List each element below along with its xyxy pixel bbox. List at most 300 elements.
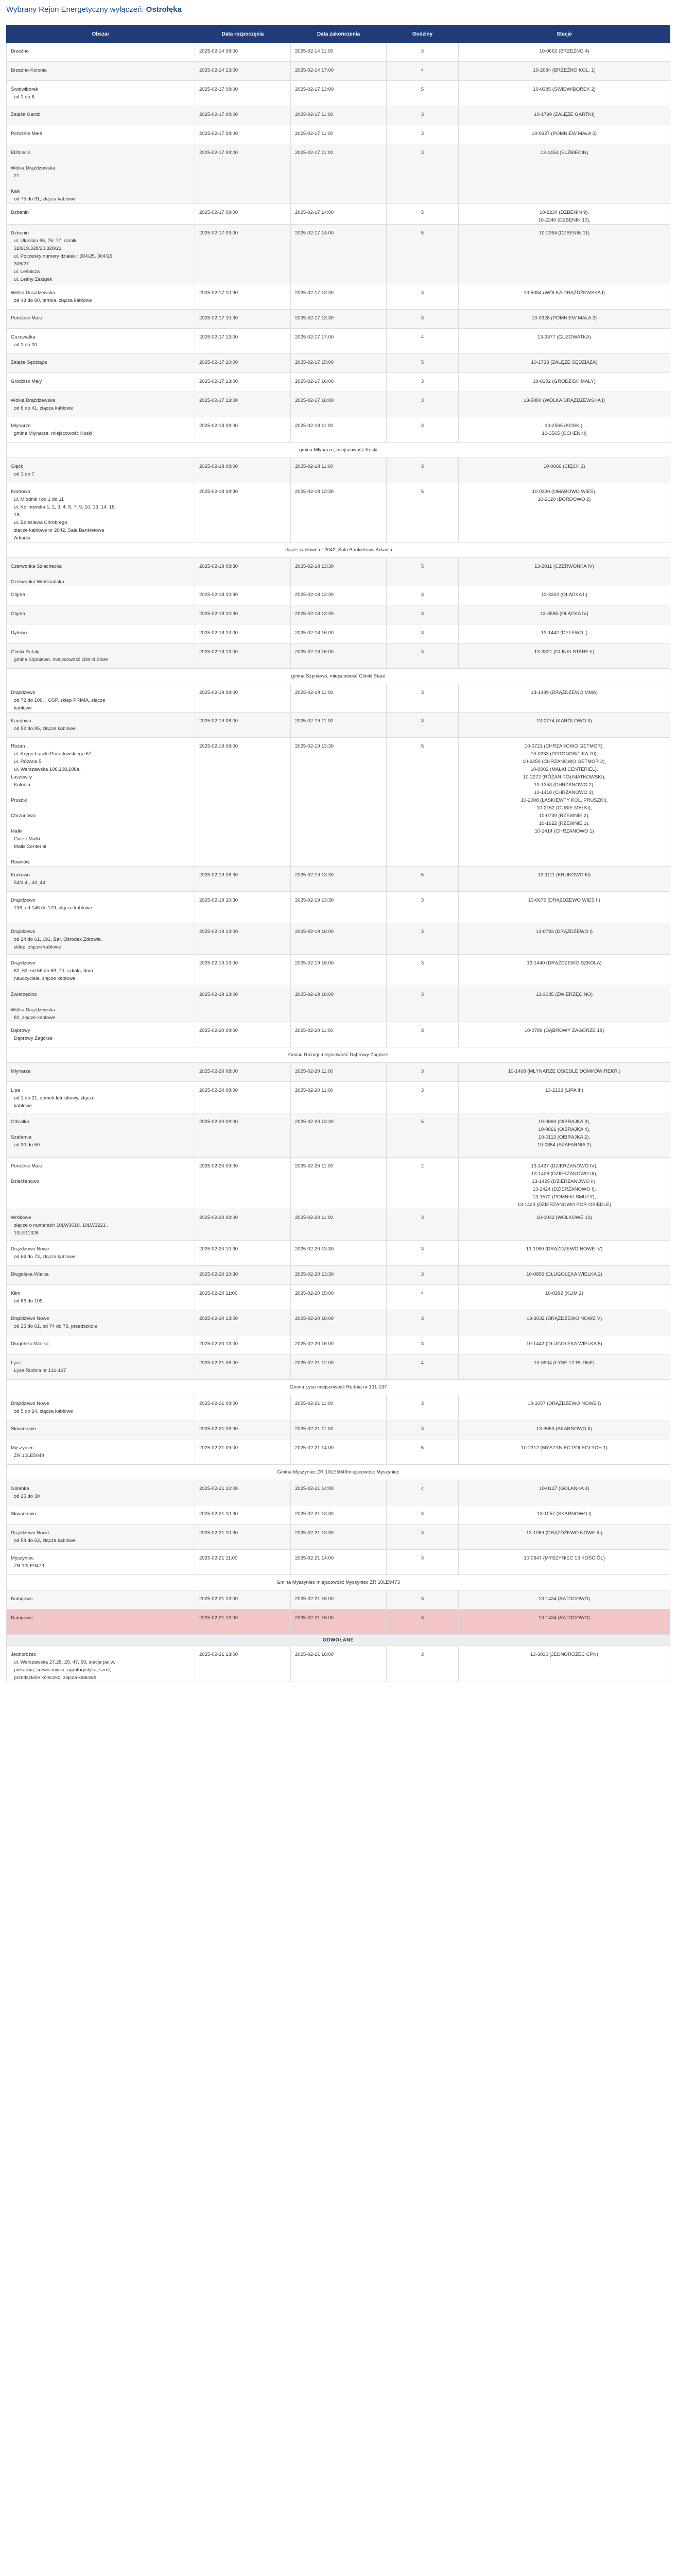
cell-end-date: 2025-02-19 16:00 (291, 923, 387, 955)
area-line: Guzowatka (11, 334, 36, 340)
cell-area (7, 417, 195, 443)
cell-hours: 3 (387, 125, 459, 144)
area-line: od 6 do 41, złącza kablowe (14, 405, 73, 411)
cell-stations (459, 684, 670, 713)
cell-start-date: 2025-02-19 08:00 (195, 684, 291, 713)
table-row (7, 558, 670, 586)
area-line: Chrzanowo (11, 813, 36, 819)
cell-hours: 3 (387, 643, 459, 669)
area-line: Kolonia (14, 782, 30, 788)
area-line (11, 1170, 190, 1178)
area-line: Myszyniec (11, 1445, 34, 1451)
cell-hours: 3 (387, 310, 459, 329)
station-line: 10-2312 (MYSZYNIEC POLEGŁYCH 1) (521, 1445, 607, 1451)
cell-hours: 5 (387, 204, 459, 225)
cell-end-date: 2025-02-19 16:00 (291, 986, 387, 1022)
area-line: Drążdżewo Nowe (11, 1316, 49, 1321)
area-line: od 64 do 73, złącza kablowe (14, 1254, 76, 1260)
cell-hours: 3 (387, 986, 459, 1022)
cell-stations (459, 643, 670, 669)
region-name: Ostrołęka (146, 5, 182, 14)
station-line: 10-2120 (BORDOWO 2) (537, 497, 591, 502)
cell-area (7, 310, 195, 329)
header-start-date[interactable]: Data rozpoczęcia (195, 26, 291, 43)
cell-stations (459, 1266, 670, 1285)
table-row (7, 458, 670, 483)
cell-end-date: 2025-02-19 11:00 (291, 684, 387, 713)
header-hours[interactable]: Godziny (387, 26, 459, 43)
area-line: Golańka (11, 1486, 29, 1492)
table-row (7, 1505, 670, 1524)
cell-start-date: 2025-02-14 13:00 (195, 62, 291, 81)
cell-stations (459, 125, 670, 144)
cell-end-date: 2025-02-14 17:00 (291, 62, 387, 81)
cell-end-date: 2025-02-18 11:00 (291, 417, 387, 443)
cell-stations (459, 558, 670, 586)
cell-end-date: 2025-02-21 14:00 (291, 1480, 387, 1505)
table-row (7, 1420, 670, 1439)
cell-end-date: 2025-02-20 15:00 (291, 1285, 387, 1310)
cell-stations (459, 738, 670, 867)
area-line: 136, od 146 do 179, złącze kablowe (14, 905, 92, 911)
cell-start-date: 2025-02-17 08:00 (195, 144, 291, 204)
cell-stations (459, 1646, 670, 1682)
cell-start-date: 2025-02-19 13:00 (195, 923, 291, 955)
area-line: od 72 do 106, , OSP, sklep PRIMA, złącze (14, 698, 106, 703)
cell-start-date: 2025-02-20 13:00 (195, 1310, 291, 1335)
area-line: Gliniki Rafały (11, 649, 40, 655)
cell-stations (459, 1609, 670, 1635)
cell-area (7, 624, 195, 643)
area-line: nauczyciela, złącze kablowe (14, 976, 76, 981)
cell-hours: 5 (387, 1113, 459, 1158)
area-line: Wólka Drążdżewska (11, 1007, 56, 1013)
cell-stations (459, 354, 670, 373)
area-line (11, 998, 190, 1006)
station-line: 13-1059 (DRĄŻDŻEWO NOWE III) (526, 1530, 602, 1536)
cell-end-date: 2025-02-21 14:00 (291, 1439, 387, 1465)
cell-stations (459, 624, 670, 643)
area-line: kablowe (14, 705, 32, 711)
cell-area (7, 1590, 195, 1609)
title-prefix: Wybrany Rejon Energetyczny wyłączeń: (6, 5, 144, 14)
cell-hours: 3 (387, 373, 459, 392)
cell-start-date: 2025-02-20 08:00 (195, 1113, 291, 1158)
table-row (7, 1550, 670, 1575)
area-line: Szafarnia (11, 1134, 32, 1140)
area-line: złącze o numerach 10LW3010, 10LW3221 , (14, 1223, 109, 1228)
area-line: gmina Młynarze, miejscowość Koski (14, 431, 93, 436)
cell-stations (459, 1082, 670, 1113)
table-row (7, 204, 670, 225)
header-area[interactable]: Obszar (7, 26, 195, 43)
station-line: 10-0859 (DŁUGOŁĘKA WIELKA 2) (526, 1272, 602, 1277)
table-row (7, 1335, 670, 1354)
cell-start-date: 2025-02-18 08:30 (195, 483, 291, 543)
cell-start-date: 2025-02-17 10:00 (195, 354, 291, 373)
station-line: 10-2240 (DZBENIN 10), (538, 217, 591, 223)
station-line: 10-2364 (DZBENIN 11) (539, 230, 590, 236)
cell-hours: 3 (387, 144, 459, 204)
station-line: 13-0774 (KAROLOWO II) (536, 718, 592, 724)
cell-area (7, 1335, 195, 1354)
cell-hours: 3 (387, 284, 459, 310)
cell-end-date: 2025-02-18 16:00 (291, 643, 387, 669)
cell-end-date: 2025-02-20 13:30 (291, 1113, 387, 1158)
cell-area (7, 483, 195, 543)
station-line: 13-3302 (OLĄCKA II) (541, 592, 587, 598)
station-line: 10-0102 (GRODZISK MAŁY) (533, 379, 596, 384)
cell-end-date: 2025-02-17 13:30 (291, 310, 387, 329)
station-line: 10-2565 (KOSKI), (545, 423, 584, 429)
cell-area (7, 1063, 195, 1082)
area-line (11, 157, 190, 164)
cell-area (7, 643, 195, 669)
station-line: 13-1427 (DZIERŻANOWO IV), (531, 1163, 598, 1169)
area-line: Drążdżewo (11, 929, 36, 935)
cell-area (7, 1354, 195, 1380)
station-line: 13-5084 (WÓLKA DRĄŻDŻEWSKA I) (524, 290, 605, 296)
area-line: ul. Poczesky numery działek : 304/25, 304/26, (14, 253, 114, 259)
cell-start-date: 2025-02-14 08:00 (195, 43, 291, 62)
area-line: ZR 10LE5049 (14, 1453, 44, 1459)
cell-area (7, 1420, 195, 1439)
cell-start-date: 2025-02-20 10:30 (195, 1266, 291, 1285)
cell-stations (459, 373, 670, 392)
table-row (7, 1022, 670, 1047)
cell-end-date: 2025-02-21 16:00 (291, 1609, 387, 1635)
area-line: Brzeźno (11, 48, 29, 54)
cell-end-date: 2025-02-18 13:30 (291, 605, 387, 624)
station-line: 10-0385 (ŚWIDWIBOREK 2) (533, 87, 596, 92)
outage-table (6, 25, 670, 1682)
station-line: 10-1414 (CHRZANOWO 1) (534, 828, 594, 834)
cell-start-date: 2025-02-21 09:00 (195, 1439, 291, 1465)
station-line: 10-2234 (DZBENIN 9), (539, 210, 589, 215)
group-note: gmina Młynarze, miejscowość Koski (7, 443, 670, 458)
cell-hours: 3 (387, 923, 459, 955)
cell-stations (459, 1505, 670, 1524)
station-line: 13-1572 (POMNIKI SMUTY), (532, 1194, 596, 1200)
cell-end-date: 2025-02-18 13:30 (291, 558, 387, 586)
cell-start-date: 2025-02-17 13:00 (195, 373, 291, 392)
cell-area (7, 1505, 195, 1524)
cell-start-date: 2025-02-19 08:30 (195, 867, 291, 892)
cell-start-date: 2025-02-21 08:00 (195, 1395, 291, 1420)
cell-stations (459, 81, 670, 106)
table-row (7, 81, 670, 106)
header-end-date[interactable]: Data zakończenia (291, 26, 387, 43)
cell-area (7, 1524, 195, 1550)
cell-area (7, 1609, 195, 1635)
cell-stations (459, 1524, 670, 1550)
cell-stations (459, 392, 670, 417)
station-line: 10-0328 (POMNIEW MAŁA 2) (531, 315, 597, 321)
cell-start-date: 2025-02-20 08:00 (195, 1082, 291, 1113)
cell-area (7, 1310, 195, 1335)
area-line: Gorze Małki (14, 836, 40, 842)
cell-area (7, 1266, 195, 1285)
station-line: 13-1424 (DZIERŻANOWO I), (532, 1187, 596, 1192)
cell-end-date: 2025-02-20 11:00 (291, 1063, 387, 1082)
table-row (7, 483, 670, 543)
cell-stations (459, 284, 670, 310)
area-line: Drążdżewo (11, 897, 36, 903)
table-row (7, 1158, 670, 1209)
area-line: Dylewo (11, 630, 27, 636)
cell-hours: 4 (387, 1480, 459, 1505)
cell-area (7, 923, 195, 955)
station-line: 10-0327 (POMNIEW MAŁA 2) (531, 131, 597, 137)
cell-end-date: 2025-02-14 11:00 (291, 43, 387, 62)
table-header (7, 26, 670, 43)
table-row (7, 923, 670, 955)
area-line: Jednorożec (11, 1652, 37, 1657)
area-line: Elżbiecin (11, 150, 31, 156)
cell-hours: 3 (387, 624, 459, 643)
cell-area (7, 1082, 195, 1113)
station-line: 13-1442 (DYLEWO_) (541, 630, 588, 636)
station-line: 10-0292 (KLIM 2) (545, 1291, 583, 1296)
table-row (7, 1480, 670, 1505)
cell-area (7, 1480, 195, 1505)
cell-hours: 3 (387, 1505, 459, 1524)
station-line: 10-1799 (ZALĘŻE GARTKI) (534, 112, 595, 117)
cell-area (7, 81, 195, 106)
station-line: 10-0789 (DĄBROWY ZAGÓRZE 18) (524, 1028, 604, 1033)
table-row (7, 62, 670, 81)
cell-end-date: 2025-02-19 11:00 (291, 713, 387, 738)
area-line: od 52 do 85, złącze kablowe (14, 726, 76, 732)
cell-area (7, 738, 195, 867)
cell-end-date: 2025-02-20 13:30 (291, 1241, 387, 1266)
cell-start-date: 2025-02-20 08:00 (195, 1209, 291, 1241)
cell-hours: 3 (387, 1241, 459, 1266)
table-row (7, 1310, 670, 1335)
area-line: Pruszki (11, 798, 27, 803)
cell-end-date: 2025-02-21 16:00 (291, 1590, 387, 1609)
cell-stations (459, 955, 670, 986)
station-line: 13-1440 (DRĄŻDŻEWO SZKOŁA) (527, 960, 602, 966)
station-line: 10-2084 (BRZEŹNO KOL. 1) (533, 67, 596, 73)
cell-hours: 3 (387, 586, 459, 605)
station-line: 13-1057 (SKARNOWO I) (537, 1511, 592, 1517)
station-line: 10-0739 (RZEWNIE 2), (539, 813, 590, 819)
cell-area (7, 986, 195, 1022)
cell-end-date: 2025-02-21 11:00 (291, 1420, 387, 1439)
cell-hours: 3 (387, 1310, 459, 1335)
cell-hours: 3 (387, 106, 459, 125)
area-line: Batogowo (11, 1596, 33, 1602)
table-row (7, 713, 670, 738)
cancelled-banner-row (7, 1635, 670, 1646)
table-row (7, 605, 670, 624)
cell-end-date: 2025-02-21 14:00 (291, 1550, 387, 1575)
area-line: Karolowo (11, 718, 31, 724)
cell-hours: 5 (387, 1439, 459, 1465)
area-line: Łyse Rudnia nr 131-137 (14, 1368, 66, 1374)
group-note: Gmina Myszyniec ZR 10LE5049miejscowość Myszyniec (7, 1465, 670, 1480)
cell-start-date: 2025-02-20 08:00 (195, 1063, 291, 1082)
cell-hours: 3 (387, 605, 459, 624)
station-line: 13-3585 (OLĄCKA IV) (540, 611, 588, 617)
table-row (7, 1209, 670, 1241)
table-row (7, 310, 670, 329)
station-line: 13-1426 (DZIERŻANOWO III), (531, 1171, 598, 1177)
table-row (7, 1285, 670, 1310)
area-line: 328/19,328/20,328/21 (14, 246, 62, 251)
table-row (7, 1082, 670, 1113)
cell-stations (459, 1354, 670, 1380)
cell-hours: 3 (387, 713, 459, 738)
area-line: Krukowo (11, 872, 30, 878)
cell-area (7, 586, 195, 605)
cell-end-date: 2025-02-17 17:00 (291, 329, 387, 354)
area-line: sklep, złącze kablowe (14, 944, 61, 950)
station-line: 10-1442 (DŁUGOŁĘKA WIELKA 5) (526, 1341, 602, 1347)
cell-area (7, 1550, 195, 1575)
station-line: 10-0233 (POTONOS/TIKA 70), (530, 751, 598, 757)
cell-start-date: 2025-02-18 13:00 (195, 643, 291, 669)
table-row (7, 329, 670, 354)
cell-end-date: 2025-02-21 13:30 (291, 1524, 387, 1550)
cell-stations (459, 986, 670, 1022)
cell-area (7, 1241, 195, 1266)
cell-area (7, 392, 195, 417)
area-line: Kordowo (11, 489, 30, 495)
cell-start-date: 2025-02-17 10:30 (195, 310, 291, 329)
cell-end-date: 2025-02-17 15:00 (291, 354, 387, 373)
area-line: ul. Kolinowska 1, 2, 3, 4, 5, 7, 9, 10, 13, 14, 16, (14, 504, 116, 510)
area-line: Młynarze (11, 423, 31, 429)
table-row (7, 892, 670, 923)
table-row (7, 955, 670, 986)
table-row (7, 1439, 670, 1465)
cell-end-date: 2025-02-21 16:00 (291, 1646, 387, 1682)
area-line: Arkadia (14, 535, 31, 541)
cell-hours: 4 (387, 1285, 459, 1310)
cell-start-date: 2025-02-20 11:00 (195, 1285, 291, 1310)
area-line: ul. Różana 5 (14, 759, 42, 765)
area-line (11, 1126, 190, 1133)
area-line: Młynarze (11, 1069, 31, 1074)
area-line: 306/27 (14, 261, 29, 267)
cell-end-date: 2025-02-17 16:00 (291, 392, 387, 417)
cell-stations (459, 225, 670, 284)
cell-hours: 3 (387, 1335, 459, 1354)
cell-start-date: 2025-02-18 08:30 (195, 558, 291, 586)
group-note: Gmina Myszyniec miejscowość Myszyniec ZR 10LE9473 (7, 1575, 670, 1590)
cell-stations (459, 1209, 670, 1241)
cell-start-date: 2025-02-21 10:30 (195, 1505, 291, 1524)
cell-stations (459, 458, 670, 483)
area-line: Dzierżanowo (11, 1179, 39, 1184)
cell-stations (459, 1063, 670, 1082)
area-line: 18, (14, 512, 21, 518)
group-note-row (7, 1380, 670, 1395)
table-row (7, 684, 670, 713)
cell-end-date: 2025-02-17 16:00 (291, 373, 387, 392)
cell-start-date: 2025-02-21 13:00 (195, 1590, 291, 1609)
station-line: 10-0662 (BRZEŹNO 4) (539, 48, 589, 54)
area-line: Olgrka (11, 592, 25, 598)
cell-start-date: 2025-02-17 10:30 (195, 284, 291, 310)
header-stations[interactable]: Stacje (459, 26, 670, 43)
station-line: 13-3030 (JEDNOROŻEC CPN) (530, 1652, 598, 1657)
cell-stations (459, 867, 670, 892)
cell-hours: 3 (387, 1395, 459, 1420)
table-row (7, 1354, 670, 1380)
cell-hours: 3 (387, 684, 459, 713)
cell-hours: 5 (387, 483, 459, 543)
table-row (7, 392, 670, 417)
cell-start-date: 2025-02-18 10:30 (195, 586, 291, 605)
table-row (7, 144, 670, 204)
cell-start-date: 2025-02-19 08:00 (195, 713, 291, 738)
station-line: 13-0783 (DRĄŻDŻEWO I) (535, 929, 593, 935)
cell-end-date: 2025-02-21 11:00 (291, 1395, 387, 1420)
area-line: ul. Leśnicza (14, 269, 40, 275)
area-line: od 43 do 80, termia, złącza kablowe (14, 298, 92, 303)
cell-end-date: 2025-02-19 13:30 (291, 892, 387, 923)
outage-table-container (0, 25, 677, 1682)
cell-end-date: 2025-02-17 11:00 (291, 106, 387, 125)
area-line: Cięćk (11, 464, 23, 469)
station-line: 10-0113 (OIBRAJKA 2), (538, 1134, 591, 1140)
cell-area (7, 329, 195, 354)
area-line: Wólka Drążdżewska (11, 165, 56, 171)
cell-end-date: 2025-02-20 16:00 (291, 1335, 387, 1354)
area-line: Drążdżewo Nowe (11, 1530, 49, 1536)
cell-end-date: 2025-02-17 13:30 (291, 284, 387, 310)
table-row (7, 624, 670, 643)
cell-stations (459, 1310, 670, 1335)
cell-end-date: 2025-02-21 13:30 (291, 1505, 387, 1524)
cell-area (7, 62, 195, 81)
cell-start-date: 2025-02-17 09:00 (195, 204, 291, 225)
cell-start-date: 2025-02-21 10:30 (195, 1524, 291, 1550)
cell-end-date: 2025-02-18 13:30 (291, 586, 387, 605)
group-note: gmina Szpniewo, miejscowość Gliniki Stare (7, 669, 670, 684)
cell-start-date: 2025-02-19 10:30 (195, 892, 291, 923)
area-line: od 25 do 30 (14, 1494, 40, 1499)
area-line: piekarnia, serwis mycia, agroturystyka, szrot, (14, 1667, 112, 1673)
cell-stations (459, 144, 670, 204)
area-line: Dąbrowy Zagórze (14, 1036, 53, 1041)
area-line: ul. Leśny Zakątek (14, 277, 53, 282)
area-line: Myszyniec (11, 1555, 34, 1561)
area-line: Różan (11, 743, 25, 749)
cell-area (7, 1439, 195, 1465)
table-row (7, 1063, 670, 1082)
area-line: Skwarkowo (11, 1511, 36, 1517)
cell-start-date: 2025-02-17 08:00 (195, 125, 291, 144)
cell-end-date: 2025-02-17 11:00 (291, 144, 387, 204)
cell-end-date: 2025-02-17 14:00 (291, 204, 387, 225)
cell-start-date: 2025-02-17 13:00 (195, 329, 291, 354)
station-line: 13-1423 (DZIERŻANOWO POR OSIEDLE) (517, 1202, 612, 1208)
cell-hours: 3 (387, 1550, 459, 1575)
cell-start-date: 2025-02-19 08:00 (195, 738, 291, 867)
station-line: 13-3032 (DRĄŻDŻEWO NOWE V) (526, 1316, 602, 1321)
station-line: 10-1733 (ZALĘŻE SĘDZIĄŻA) (531, 360, 598, 365)
cell-stations (459, 1420, 670, 1439)
cell-hours: 3 (387, 955, 459, 986)
station-line: 10-1622 (RZEWNIE 1), (539, 821, 590, 826)
station-line: 13-1434 (BATOGOWO) (539, 1615, 590, 1621)
cell-area (7, 1113, 195, 1158)
cell-end-date: 2025-02-19 16:00 (291, 955, 387, 986)
